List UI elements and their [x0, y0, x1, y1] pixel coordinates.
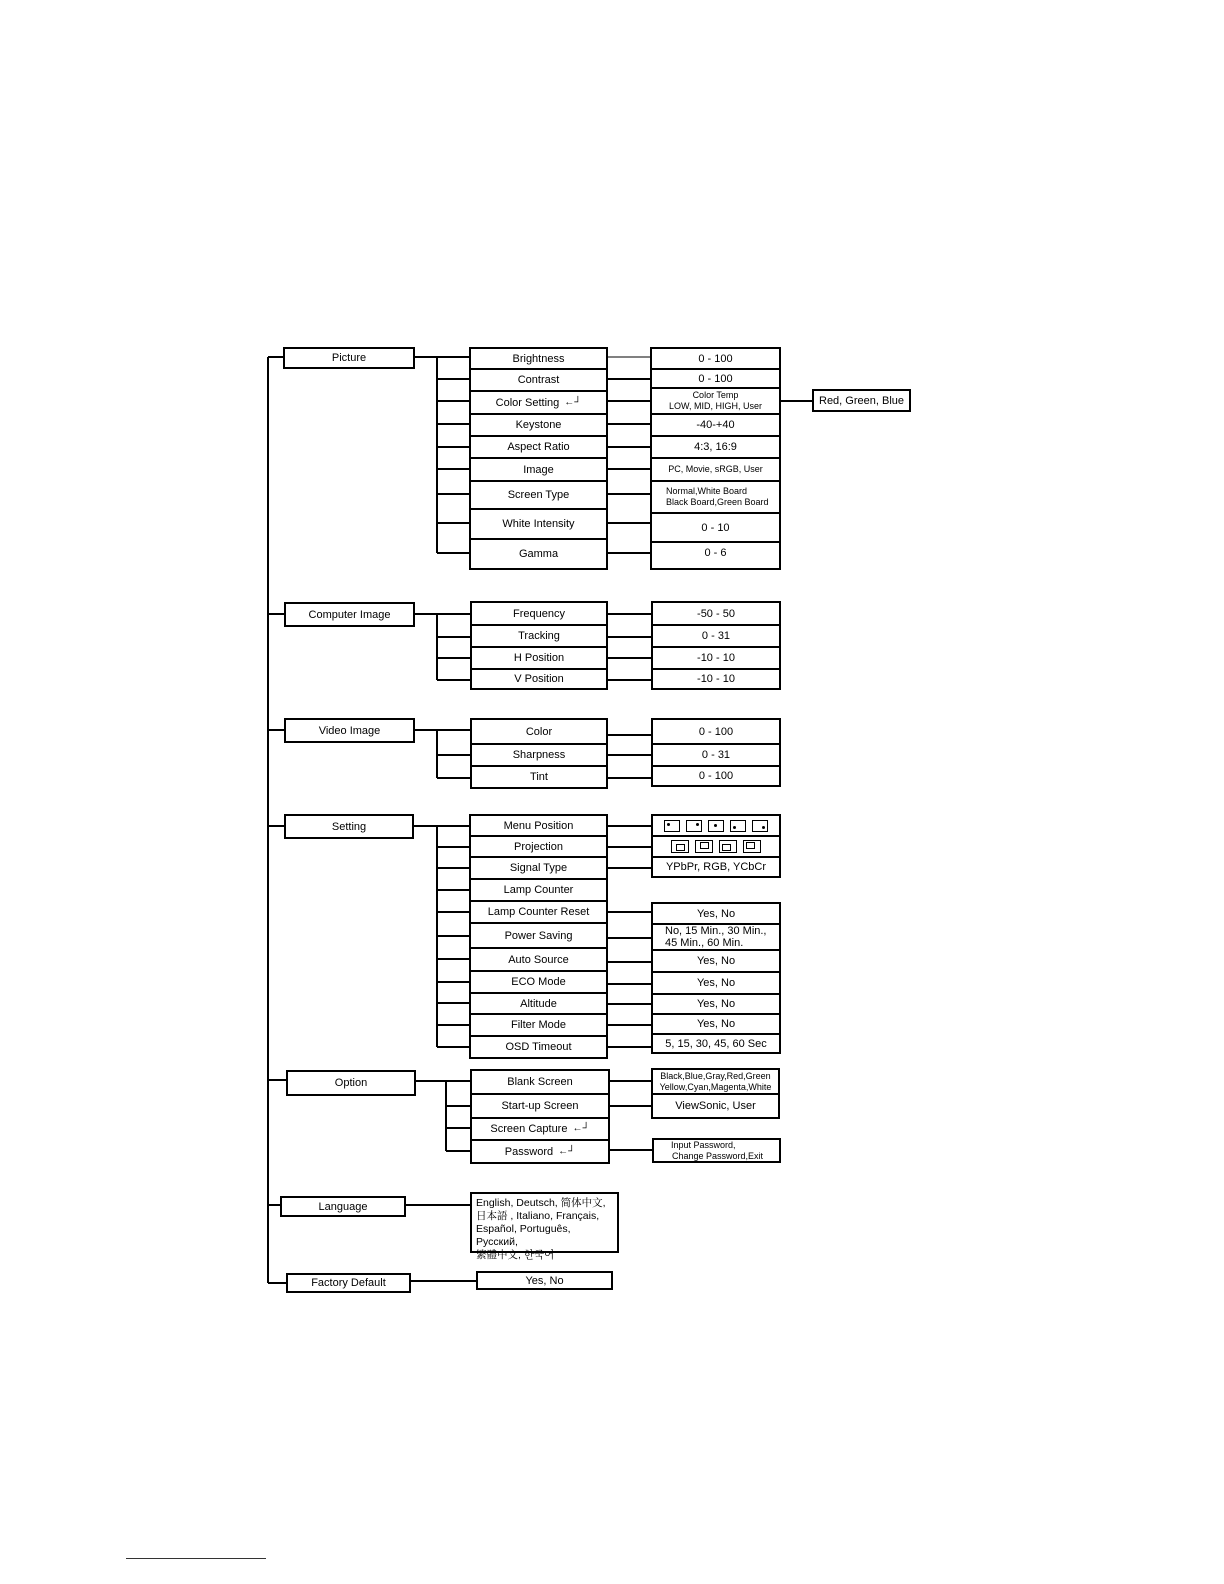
value-line: Color Temp — [692, 390, 739, 400]
value-text: 0 - 100 — [698, 372, 733, 385]
footer-rule — [126, 1558, 266, 1559]
item-lamp-counter-reset[interactable] — [469, 901, 608, 923]
menu-option[interactable] — [286, 1070, 416, 1096]
value-text: Yes, No — [696, 955, 736, 967]
value-line: LOW, MID, HIGH, User — [668, 401, 762, 411]
menu-language[interactable] — [280, 1196, 406, 1217]
enter-icon: ←┘ — [558, 1145, 576, 1157]
item-start-up-screen[interactable] — [470, 1094, 610, 1118]
value-contrast — [650, 369, 781, 388]
item-lamp-counter[interactable] — [469, 879, 608, 901]
menu-computer-image[interactable] — [284, 602, 415, 627]
item-aspect-ratio[interactable] — [469, 436, 608, 458]
value-line: Yellow,Cyan,Magenta,White — [659, 1081, 772, 1092]
projection-front-ceiling-icon[interactable] — [695, 840, 713, 853]
value-line: 45 Min., 60 Min. — [665, 937, 744, 949]
item-label: Contrast — [517, 374, 560, 386]
item-blank-screen[interactable] — [470, 1069, 610, 1094]
item-color[interactable] — [470, 718, 608, 744]
value-signal-type — [651, 857, 781, 878]
value-text: 0 - 100 — [698, 352, 733, 365]
value-gamma — [650, 542, 781, 570]
item-label: Keystone — [515, 419, 562, 431]
value-tint — [651, 766, 781, 787]
item-label: Screen Type — [507, 489, 570, 501]
item-label: Sharpness — [512, 749, 566, 761]
value-text: 5, 15, 30, 45, 60 Sec — [665, 1037, 767, 1050]
value-language — [470, 1192, 619, 1261]
value-filter-mode — [651, 1014, 781, 1034]
value-text: -10 - 10 — [697, 652, 735, 664]
value-h-position — [651, 647, 781, 669]
item-label: Signal Type — [509, 862, 568, 874]
value-text: 0 - 6 — [704, 547, 727, 559]
value-image — [650, 458, 781, 481]
menu-label: Setting — [331, 820, 367, 833]
item-tint[interactable] — [470, 766, 608, 789]
item-label: Tracking — [518, 630, 560, 642]
value-projection — [651, 836, 781, 857]
value-line: Español, Português, Русский, — [476, 1223, 571, 1248]
item-label: Frequency — [513, 607, 565, 620]
value-color-setting — [650, 388, 781, 414]
value-text: -50 - 50 — [697, 607, 735, 620]
item-label: Blank Screen — [507, 1076, 573, 1088]
item-label: Color Setting — [495, 396, 560, 409]
value-line: Black Board,Green Board — [666, 497, 769, 507]
item-label: Projection — [514, 840, 563, 853]
enter-icon: ←┘ — [572, 1123, 590, 1134]
item-label: Menu Position — [503, 819, 574, 832]
value-line: No, 15 Min., 30 Min., — [665, 925, 767, 937]
value-eco-mode — [651, 972, 781, 994]
menu-position-top-right-icon[interactable] — [686, 820, 702, 832]
menu-label: Language — [318, 1200, 368, 1213]
value-line: Black,Blue,Gray,Red,Green — [660, 1070, 771, 1081]
item-brightness[interactable] — [469, 347, 608, 369]
value-text: Yes, No — [525, 1274, 564, 1287]
value-line: English, Deutsch, 简体中文, — [476, 1197, 606, 1209]
value-text: -40-+40 — [696, 419, 735, 431]
value-factory-default — [476, 1271, 613, 1290]
item-tracking[interactable] — [470, 625, 608, 647]
item-label: Auto Source — [508, 953, 569, 966]
value-text: 0 - 100 — [698, 770, 734, 782]
value-text: 0 - 10 — [701, 521, 730, 534]
value-line: 繁體中文, 한국어 — [476, 1249, 555, 1261]
value-screen-type — [650, 481, 781, 513]
value-text: Yes, No — [696, 977, 736, 989]
value-menu-position — [651, 814, 781, 836]
enter-icon: ←┘ — [564, 396, 582, 408]
item-frequency[interactable] — [470, 601, 608, 625]
projection-front-table-icon[interactable] — [671, 840, 689, 853]
item-image[interactable] — [469, 458, 608, 481]
item-label: Image — [523, 463, 554, 476]
value-text: -10 - 10 — [697, 673, 735, 685]
item-label: Power Saving — [504, 929, 573, 942]
item-label: Altitude — [520, 997, 557, 1010]
projection-rear-ceiling-icon[interactable] — [743, 840, 761, 853]
menu-video-image[interactable] — [284, 718, 415, 743]
menu-label: Video Image — [318, 724, 381, 737]
value-line: Normal,White Board — [666, 486, 748, 496]
value-text: 0 - 31 — [701, 630, 731, 642]
item-label: Brightness — [512, 352, 565, 365]
value-text: Red, Green, Blue — [819, 394, 904, 407]
item-contrast[interactable] — [469, 369, 608, 391]
menu-label: Computer Image — [308, 608, 391, 621]
menu-picture[interactable] — [283, 347, 415, 369]
value-line: Change Password,Exit — [672, 1150, 764, 1161]
menu-factory-default[interactable] — [286, 1273, 411, 1293]
item-power-saving[interactable] — [469, 923, 608, 948]
item-signal-type[interactable] — [469, 857, 608, 879]
value-text: PC, Movie, sRGB, User — [668, 464, 763, 474]
item-sharpness[interactable] — [470, 744, 608, 766]
item-screen-type[interactable] — [469, 481, 608, 509]
item-v-position[interactable] — [470, 669, 608, 690]
item-password[interactable] — [470, 1140, 610, 1164]
item-auto-source[interactable] — [469, 948, 608, 971]
item-white-intensity[interactable] — [469, 509, 608, 539]
item-filter-mode[interactable] — [469, 1014, 608, 1036]
item-label: Password — [504, 1145, 554, 1158]
item-h-position[interactable] — [470, 647, 608, 669]
item-label: Gamma — [518, 548, 559, 560]
value-v-position — [651, 669, 781, 690]
value-altitude — [651, 994, 781, 1014]
item-menu-position[interactable] — [469, 814, 608, 836]
value-text: 4:3, 16:9 — [694, 441, 737, 453]
menu-label: Picture — [331, 352, 367, 364]
item-keystone[interactable] — [469, 414, 608, 436]
value-start-up-screen — [651, 1094, 780, 1119]
item-screen-capture[interactable] — [470, 1118, 610, 1140]
menu-position-bottom-right-icon[interactable] — [752, 820, 768, 832]
projection-rear-table-icon[interactable] — [719, 840, 737, 853]
value-text: Yes, No — [696, 1018, 736, 1030]
value-text: Yes, No — [696, 998, 736, 1010]
item-label: Lamp Counter — [503, 884, 574, 896]
menu-position-top-left-icon[interactable] — [664, 820, 680, 832]
item-label: Screen Capture — [490, 1123, 568, 1135]
item-label: Start-up Screen — [501, 1100, 579, 1112]
value-password — [652, 1138, 781, 1163]
item-label: V Position — [514, 673, 564, 685]
item-label: ECO Mode — [511, 976, 566, 988]
item-label: Lamp Counter Reset — [487, 906, 590, 918]
item-eco-mode[interactable] — [469, 971, 608, 993]
value-line: Input Password, — [671, 1139, 736, 1150]
value-text: Yes, No — [696, 907, 736, 920]
menu-position-center-icon[interactable] — [708, 820, 724, 832]
value-power-saving — [651, 924, 781, 950]
item-label: Filter Mode — [510, 1019, 567, 1031]
value-tracking — [651, 625, 781, 647]
value-lamp-counter-reset — [651, 902, 781, 924]
item-label: Color — [525, 725, 553, 738]
item-label: White Intensity — [502, 518, 575, 530]
menu-setting[interactable] — [284, 814, 414, 839]
menu-label: Option — [334, 1077, 368, 1089]
value-color — [651, 718, 781, 744]
item-osd-timeout[interactable] — [469, 1036, 608, 1059]
item-color-setting[interactable] — [469, 391, 608, 414]
value-frequency — [651, 601, 781, 625]
value-auto-source — [651, 950, 781, 972]
item-label: Tint — [530, 771, 548, 783]
menu-label: Factory Default — [311, 1277, 386, 1289]
value-line: 日本語 , Italiano, Français, — [476, 1210, 600, 1222]
item-label: Aspect Ratio — [507, 441, 570, 453]
value-white-intensity — [650, 513, 781, 542]
item-gamma[interactable] — [469, 539, 608, 570]
value-brightness — [650, 347, 781, 369]
value-blank-screen — [651, 1068, 780, 1094]
value-keystone — [650, 414, 781, 436]
item-label: OSD Timeout — [505, 1041, 572, 1053]
value-osd-timeout — [651, 1034, 781, 1054]
item-altitude[interactable] — [469, 993, 608, 1014]
item-label: H Position — [513, 652, 565, 664]
value-aspect-ratio — [650, 436, 781, 458]
item-projection[interactable] — [469, 836, 608, 857]
menu-position-bottom-left-icon[interactable] — [730, 820, 746, 832]
value-text: 0 - 31 — [701, 749, 731, 761]
value-text: YPbPr, RGB, YCbCr — [665, 861, 767, 873]
value-color-rgb — [812, 389, 911, 412]
value-sharpness — [651, 744, 781, 766]
value-text: 0 - 100 — [698, 725, 734, 738]
value-text: ViewSonic, User — [675, 1100, 756, 1112]
